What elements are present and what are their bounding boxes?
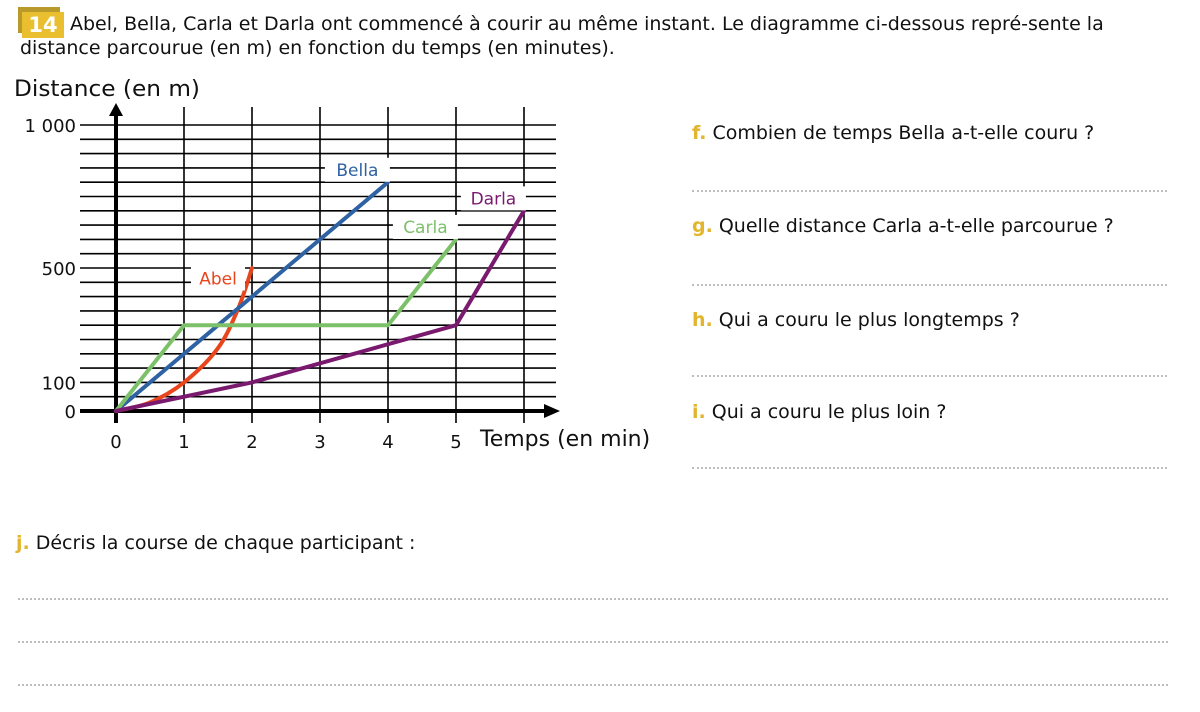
series-label-abel: Abel	[199, 269, 237, 290]
question-j-letter: j.	[16, 532, 30, 554]
series-label-bella: Bella	[336, 160, 379, 181]
chart-grid	[80, 107, 556, 423]
y-tick-label: 0	[64, 402, 76, 423]
question-i-text: Qui a couru le plus loin ?	[711, 401, 947, 423]
y-axis-arrow	[109, 103, 123, 116]
answer-line-j-3[interactable]	[18, 684, 1168, 686]
question-i-letter: i.	[692, 401, 706, 423]
y-axis-title: Distance (en m)	[14, 77, 200, 102]
question-g-letter: g.	[692, 215, 713, 237]
answer-line-i[interactable]	[692, 467, 1167, 469]
answer-line-h[interactable]	[692, 375, 1167, 377]
question-h-text: Qui a couru le plus longtemps ?	[718, 309, 1020, 331]
x-tick-label: 4	[382, 432, 394, 453]
series-label-carla: Carla	[403, 217, 448, 238]
exercise-intro: Abel, Bella, Carla et Darla ont commencé à courir au même instant. Le diagramme ci-dessous repré-sente la distance parcourue (en m) en fonction du temps (en minutes).	[20, 13, 1104, 59]
question-f-text: Combien de temps Bella a-t-elle couru ?	[712, 122, 1095, 144]
x-tick-label: 5	[450, 432, 462, 453]
y-tick-label: 100	[41, 373, 76, 395]
answer-line-j-1[interactable]	[18, 598, 1168, 600]
x-tick-label: 1	[178, 432, 190, 453]
x-axis-arrow	[544, 404, 560, 418]
question-i	[692, 400, 946, 424]
question-h-letter: h.	[692, 309, 713, 331]
x-axis-title: Temps (en min)	[480, 427, 651, 452]
answer-line-g[interactable]	[692, 284, 1167, 286]
question-f	[692, 121, 1094, 145]
distance-time-chart	[0, 70, 680, 470]
y-tick-label: 500	[41, 259, 76, 280]
question-f-letter: f.	[692, 122, 707, 144]
x-tick-label: 3	[314, 432, 326, 453]
exercise-number: 14	[22, 12, 64, 38]
question-g-text: Quelle distance Carla a-t-elle parcourue ?	[718, 215, 1114, 237]
y-tick-label: 1 000	[24, 116, 76, 137]
x-tick-label: 2	[246, 432, 258, 453]
answer-line-j-2[interactable]	[18, 641, 1168, 643]
question-h	[692, 308, 1020, 332]
question-j	[16, 531, 415, 555]
question-j-text: Décris la course de chaque participant :	[35, 532, 416, 554]
x-tick-label: 0	[110, 432, 122, 453]
series-label-darla: Darla	[470, 189, 517, 210]
question-g	[692, 214, 1114, 238]
answer-line-f[interactable]	[692, 190, 1167, 192]
